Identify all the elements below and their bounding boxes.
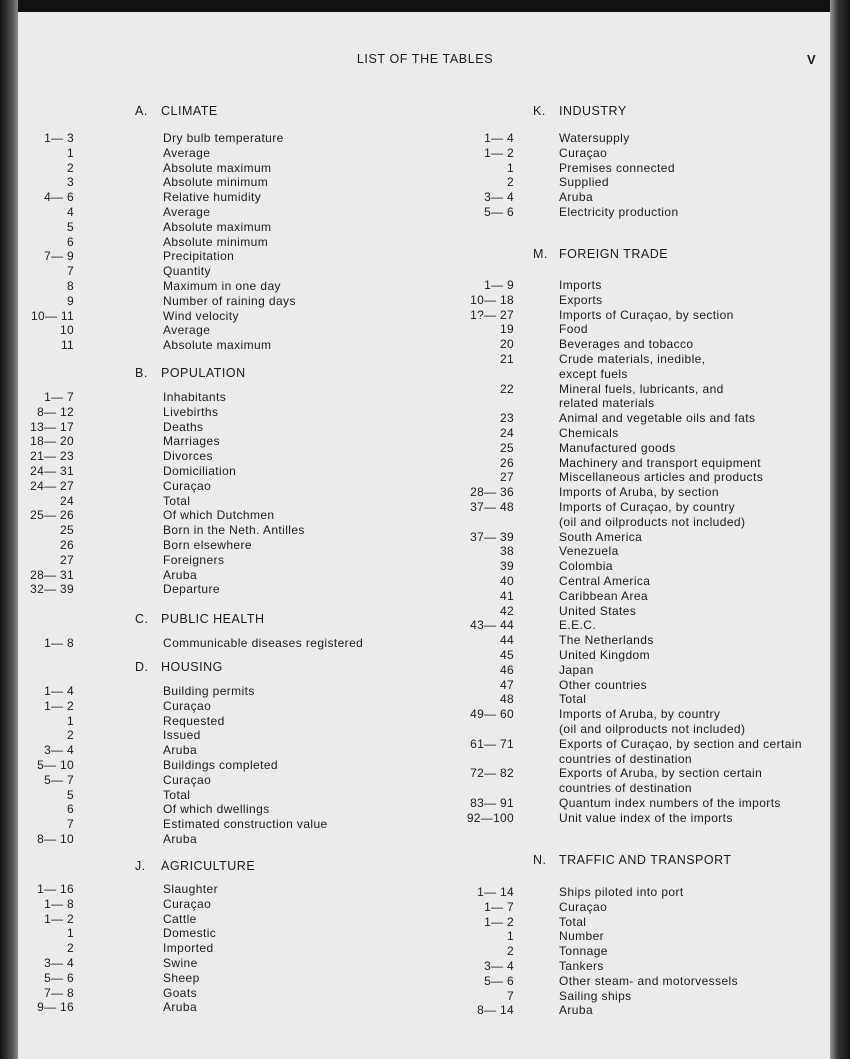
- table-number-range: 1: [67, 713, 74, 728]
- section-title: INDUSTRY: [559, 104, 627, 118]
- table-label: Maximum in one day: [163, 279, 281, 293]
- table-label: Average: [163, 145, 211, 160]
- table-number-range: 1— 14: [477, 885, 514, 899]
- table-label: Curaçao: [163, 772, 212, 787]
- table-number-range: 5— 7: [44, 772, 74, 787]
- table-number-range: 10— 18: [470, 292, 514, 307]
- section-heading: [533, 853, 732, 867]
- section-letter: N.: [533, 853, 547, 867]
- table-number-range: 40: [500, 574, 514, 588]
- table-label: (oil and oilproducts not included): [559, 514, 746, 529]
- table-number-range: 25: [500, 440, 514, 455]
- table-number-range: 49— 60: [470, 707, 514, 722]
- table-number-range: 3— 4: [44, 743, 74, 758]
- table-number-range: 24: [60, 493, 74, 508]
- table-label: Issued: [163, 728, 201, 743]
- book-page-edges: [830, 0, 850, 1059]
- table-label: Goats: [163, 985, 198, 1000]
- table-number-range: 4: [67, 205, 74, 219]
- table-label: Average: [163, 205, 211, 219]
- table-label: (oil and oilproducts not included): [559, 722, 746, 736]
- table-number-range: 45: [500, 648, 514, 662]
- table-number-range: 7— 9: [44, 249, 74, 264]
- table-number-range: 20: [500, 337, 514, 352]
- table-label: Curaçao: [163, 478, 212, 493]
- table-label: Curaçao: [163, 896, 212, 911]
- table-label: Aruba: [163, 832, 198, 846]
- table-number-range: 1— 9: [484, 278, 514, 292]
- table-label: Requested: [163, 713, 225, 728]
- table-label: Miscellaneous articles and products: [559, 470, 764, 485]
- section-heading: [135, 612, 265, 626]
- table-number-range: 21: [500, 352, 514, 366]
- table-number-range: 7: [507, 988, 514, 1003]
- scan-top-edge: [0, 0, 850, 12]
- table-number-range: 8— 14: [477, 1003, 514, 1018]
- table-number-range: 1— 2: [44, 911, 74, 926]
- table-label: countries of destination: [559, 751, 693, 766]
- table-label: Number: [559, 929, 605, 944]
- table-number-range: 1— 16: [37, 882, 74, 896]
- table-label: Departure: [163, 582, 220, 597]
- table-number-range: 2: [507, 944, 514, 959]
- section-letter: K.: [533, 104, 546, 118]
- table-label: Imports of Curaçao, by country: [559, 500, 736, 514]
- table-label: Crude materials, inedible,: [559, 352, 706, 366]
- table-number-range: 1— 2: [484, 145, 514, 160]
- section-letter: B.: [135, 366, 148, 380]
- table-label: United Kingdom: [559, 648, 650, 662]
- table-number-range: 23: [500, 411, 514, 426]
- table-number-range: 8— 12: [37, 404, 74, 419]
- table-number-range: 1: [67, 145, 74, 160]
- table-label: Curaçao: [559, 145, 608, 160]
- table-number-range: 1— 3: [44, 131, 74, 145]
- table-number-range: 22: [500, 381, 514, 396]
- table-number-range: 28— 36: [470, 485, 514, 500]
- table-number-range: 32— 39: [30, 582, 74, 597]
- section-heading: [135, 366, 246, 380]
- table-label: Animal and vegetable oils and fats: [559, 411, 756, 426]
- table-number-range: 10: [60, 323, 74, 338]
- table-number-range: 9— 16: [37, 1000, 74, 1015]
- table-label: Born elsewhere: [163, 538, 252, 552]
- table-label: Absolute maximum: [163, 219, 272, 234]
- section-title: CLIMATE: [161, 104, 218, 118]
- section-title: POPULATION: [161, 366, 246, 380]
- table-label: Divorces: [163, 449, 213, 464]
- table-label: Slaughter: [163, 882, 218, 896]
- table-number-range: 1: [67, 926, 74, 941]
- section-heading: [533, 247, 668, 261]
- table-number-range: 61— 71: [470, 736, 514, 751]
- table-number-range: 3— 4: [44, 956, 74, 970]
- table-label: Caribbean Area: [559, 588, 648, 603]
- table-number-range: 24— 27: [30, 478, 74, 493]
- table-number-range: 48: [500, 692, 514, 707]
- table-label: Electricity production: [559, 205, 679, 219]
- table-number-range: 83— 91: [470, 796, 514, 810]
- table-label: Quantity: [163, 264, 211, 279]
- section-title: TRAFFIC AND TRANSPORT: [559, 853, 732, 867]
- section-title: PUBLIC HEALTH: [161, 612, 265, 626]
- table-number-range: 1: [507, 160, 514, 175]
- table-label: Total: [163, 493, 191, 508]
- table-label: Quantum index numbers of the imports: [559, 796, 781, 810]
- section-letter: A.: [135, 104, 148, 118]
- table-number-range: 27: [500, 470, 514, 485]
- table-label: The Netherlands: [559, 633, 654, 648]
- table-label: Venezuela: [559, 544, 619, 559]
- table-label: Dry bulb temperature: [163, 131, 284, 145]
- table-number-range: 5: [67, 787, 74, 802]
- table-label: Curaçao: [163, 698, 212, 713]
- table-label: Exports: [559, 292, 603, 307]
- table-number-range: 46: [500, 662, 514, 677]
- table-number-range: 1— 4: [484, 131, 514, 145]
- table-label: Other steam- and motorvessels: [559, 973, 738, 988]
- section-heading: [135, 859, 255, 873]
- table-label: Inhabitants: [163, 390, 227, 404]
- table-number-range: 9: [67, 293, 74, 308]
- table-number-range: 6: [67, 234, 74, 249]
- table-label: Building permits: [163, 684, 255, 698]
- table-label: Imports of Aruba, by country: [559, 707, 721, 722]
- table-label: Buildings completed: [163, 758, 278, 772]
- table-number-range: 5— 10: [37, 758, 74, 772]
- table-number-range: 7: [67, 264, 74, 279]
- table-label: Machinery and transport equipment: [559, 455, 761, 470]
- table-number-range: 1— 2: [44, 698, 74, 713]
- table-number-range: 25: [60, 523, 74, 538]
- table-label: Wind velocity: [163, 308, 239, 323]
- table-label: Tankers: [559, 959, 604, 973]
- table-label: Estimated construction value: [163, 817, 328, 832]
- table-label: Marriages: [163, 434, 220, 449]
- table-label: Food: [559, 322, 588, 337]
- table-number-range: 5: [67, 219, 74, 234]
- table-number-range: 24: [500, 426, 514, 440]
- table-label: Sheep: [163, 970, 200, 985]
- table-number-range: 72— 82: [470, 766, 514, 781]
- table-number-range: 2: [67, 941, 74, 956]
- table-number-range: 37— 39: [470, 529, 514, 544]
- table-label: Absolute minimum: [163, 234, 269, 249]
- table-label: Domestic: [163, 926, 217, 941]
- table-label: Of which Dutchmen: [163, 508, 275, 523]
- table-number-range: 1— 4: [44, 684, 74, 698]
- table-number-range: 2: [507, 175, 514, 190]
- table-label: Domiciliation: [163, 464, 237, 478]
- table-label: Manufactured goods: [559, 440, 676, 455]
- table-label: Total: [559, 692, 587, 707]
- table-number-range: 92—100: [466, 810, 514, 825]
- table-number-range: 38: [500, 544, 514, 559]
- table-label: Deaths: [163, 419, 204, 434]
- table-number-range: 25— 26: [30, 508, 74, 523]
- section-heading: [533, 104, 627, 118]
- table-label: Total: [163, 787, 191, 802]
- table-label: Imported: [163, 941, 214, 956]
- table-number-range: 24— 31: [30, 464, 74, 478]
- table-number-range: 7: [67, 817, 74, 832]
- table-label: countries of destination: [559, 781, 693, 796]
- section-heading: [135, 660, 223, 674]
- table-label: Foreigners: [163, 552, 225, 567]
- table-number-range: 26: [60, 538, 74, 552]
- table-label: Curaçao: [559, 899, 608, 914]
- table-number-range: 27: [60, 552, 74, 567]
- table-number-range: 8: [67, 279, 74, 293]
- table-number-range: 18— 20: [30, 434, 74, 449]
- table-label: Cattle: [163, 911, 197, 926]
- table-label: related materials: [559, 396, 655, 411]
- table-number-range: 3: [67, 175, 74, 190]
- table-number-range: 42: [500, 603, 514, 618]
- table-label: Tonnage: [559, 944, 608, 959]
- table-number-range: 37— 48: [470, 500, 514, 514]
- table-number-range: 6: [67, 802, 74, 817]
- table-label: Unit value index of the imports: [559, 810, 733, 825]
- table-label: E.E.C.: [559, 618, 597, 633]
- table-label: Imports of Curaçao, by section: [559, 307, 734, 322]
- table-number-range: 1— 7: [44, 390, 74, 404]
- table-number-range: 44: [500, 633, 514, 648]
- table-number-range: 21— 23: [30, 449, 74, 464]
- table-label: South America: [559, 529, 643, 544]
- table-number-range: 8— 10: [37, 832, 74, 846]
- section-title: HOUSING: [161, 660, 223, 674]
- table-number-range: 5— 6: [484, 205, 514, 219]
- section-letter: J.: [135, 859, 146, 873]
- table-label: Other countries: [559, 677, 648, 692]
- page-number: V: [807, 52, 816, 67]
- table-label: United States: [559, 603, 637, 618]
- table-number-range: 1— 8: [44, 896, 74, 911]
- table-number-range: 26: [500, 455, 514, 470]
- page-title: LIST OF THE TABLES: [356, 52, 494, 66]
- table-label: Livebirths: [163, 404, 219, 419]
- table-label: Beverages and tobacco: [559, 337, 694, 352]
- table-label: Japan: [559, 662, 594, 677]
- table-label: Precipitation: [163, 249, 235, 264]
- table-label: Absolute minimum: [163, 175, 269, 190]
- table-number-range: 3— 4: [484, 959, 514, 973]
- table-label: Colombia: [559, 559, 613, 574]
- table-label: Average: [163, 323, 211, 338]
- table-label: Exports of Aruba, by section certain: [559, 766, 763, 781]
- table-label: Aruba: [163, 567, 198, 582]
- table-label: Ships piloted into port: [559, 885, 684, 899]
- table-label: Exports of Curaçao, by section and certain: [559, 736, 802, 751]
- section-letter: C.: [135, 612, 149, 626]
- table-label: except fuels: [559, 366, 628, 381]
- section-letter: D.: [135, 660, 149, 674]
- section-letter: M.: [533, 247, 548, 261]
- table-number-range: 10— 11: [31, 308, 74, 323]
- table-label: Central America: [559, 574, 651, 588]
- table-label: Chemicals: [559, 426, 619, 440]
- table-number-range: 19: [500, 322, 514, 337]
- table-label: Premises connected: [559, 160, 675, 175]
- table-label: Communicable diseases registered: [163, 636, 364, 650]
- table-number-range: 13— 17: [30, 419, 74, 434]
- table-number-range: 1— 7: [484, 899, 514, 914]
- table-number-range: 1?— 27: [470, 307, 514, 322]
- table-number-range: 11: [60, 338, 74, 353]
- table-label: Supplied: [559, 175, 609, 190]
- table-number-range: 1: [507, 929, 514, 944]
- table-number-range: 4— 6: [44, 190, 74, 205]
- table-label: Born in the Neth. Antilles: [163, 523, 305, 538]
- table-label: Number of raining days: [163, 293, 296, 308]
- table-label: Imports: [559, 278, 602, 292]
- section-title: AGRICULTURE: [161, 859, 256, 873]
- table-label: Watersupply: [559, 131, 630, 145]
- section-heading: [135, 104, 218, 118]
- table-number-range: 47: [500, 677, 514, 692]
- table-number-range: 41: [500, 588, 514, 603]
- table-label: Of which dwellings: [163, 802, 270, 817]
- table-label: Mineral fuels, lubricants, and: [559, 381, 724, 396]
- table-label: Absolute maximum: [163, 160, 272, 175]
- table-number-range: 5— 6: [484, 973, 514, 988]
- table-number-range: 39: [500, 559, 514, 574]
- table-label: Aruba: [163, 1000, 198, 1015]
- table-label: Absolute maximum: [163, 338, 272, 353]
- table-label: Sailing ships: [559, 988, 632, 1003]
- table-number-range: 1— 2: [484, 914, 514, 929]
- table-number-range: 7— 8: [44, 985, 74, 1000]
- table-label: Imports of Aruba, by section: [559, 485, 719, 500]
- table-label: Total: [559, 914, 587, 929]
- table-label: Aruba: [163, 743, 198, 758]
- table-label: Relative humidity: [163, 190, 262, 205]
- table-number-range: 5— 6: [44, 970, 74, 985]
- section-title: FOREIGN TRADE: [559, 247, 669, 261]
- table-label: Swine: [163, 956, 198, 970]
- table-number-range: 2: [67, 160, 74, 175]
- table-label: Aruba: [559, 190, 594, 205]
- table-number-range: 3— 4: [484, 190, 514, 205]
- table-label: Aruba: [559, 1003, 594, 1018]
- table-number-range: 1— 8: [44, 636, 74, 650]
- table-number-range: 43— 44: [470, 618, 514, 633]
- table-number-range: 2: [67, 728, 74, 743]
- table-number-range: 28— 31: [30, 567, 74, 582]
